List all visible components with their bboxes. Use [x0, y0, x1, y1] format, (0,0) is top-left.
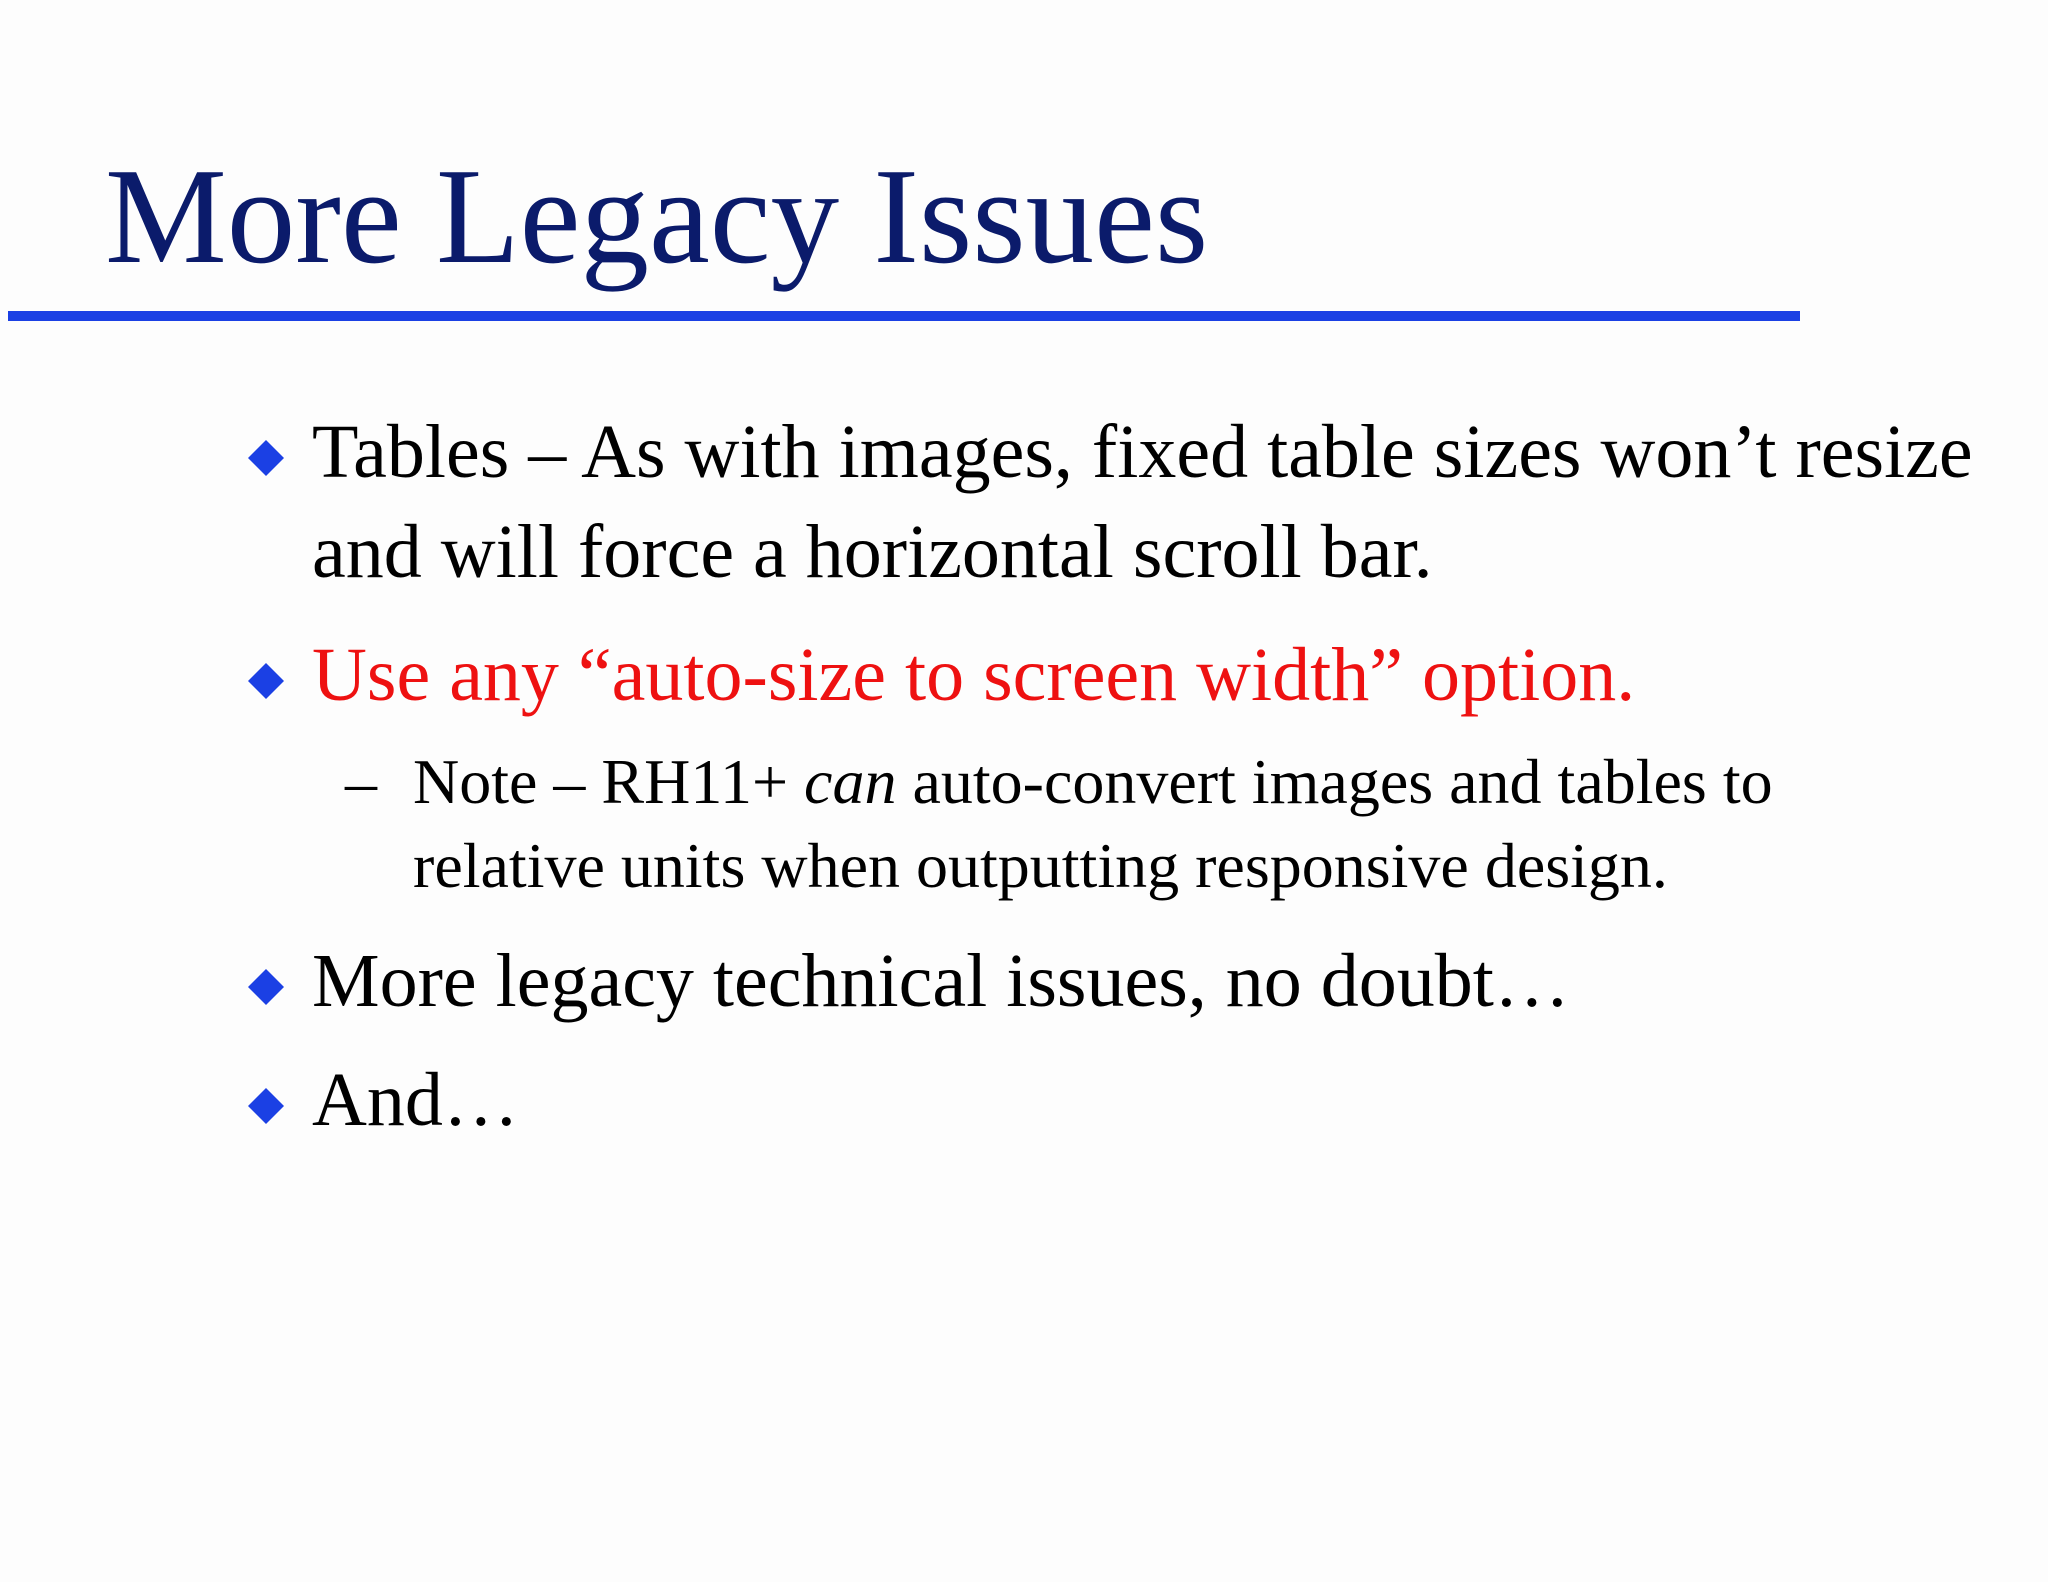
slide-title: More Legacy Issues: [105, 140, 1209, 292]
blue-diamond-icon: [248, 440, 284, 476]
title-underline: [8, 311, 1800, 321]
blue-diamond-icon: [248, 1088, 284, 1124]
bullet-item-more-issues: [248, 931, 2008, 1031]
sub-bullet-text: [413, 740, 1945, 908]
bullet-text: Use any “auto-size to screen width” option.: [312, 633, 1636, 717]
bullet-text: And…: [312, 1058, 519, 1142]
sub-bullet-note: [345, 740, 1945, 908]
blue-diamond-icon: [248, 969, 284, 1005]
blue-diamond-icon: [248, 663, 284, 699]
bullet-text: More legacy technical issues, no doubt…: [312, 939, 1570, 1023]
dash-marker: –: [345, 746, 377, 817]
sub-bullet-emphasis: can: [804, 746, 897, 817]
bullet-text: Tables – As with images, fixed table sizes won’t resize and will force a horizontal scroll bar.: [312, 410, 1973, 594]
bullet-item-auto-size: [248, 625, 2008, 725]
sub-bullet-text-end: auto-convert images and tables to relative units when outputting responsive design.: [413, 746, 1773, 901]
bullet-item-and: [248, 1050, 2008, 1150]
bullet-item-tables: [248, 402, 2008, 602]
sub-bullet-text-start: Note – RH11+: [413, 746, 805, 817]
